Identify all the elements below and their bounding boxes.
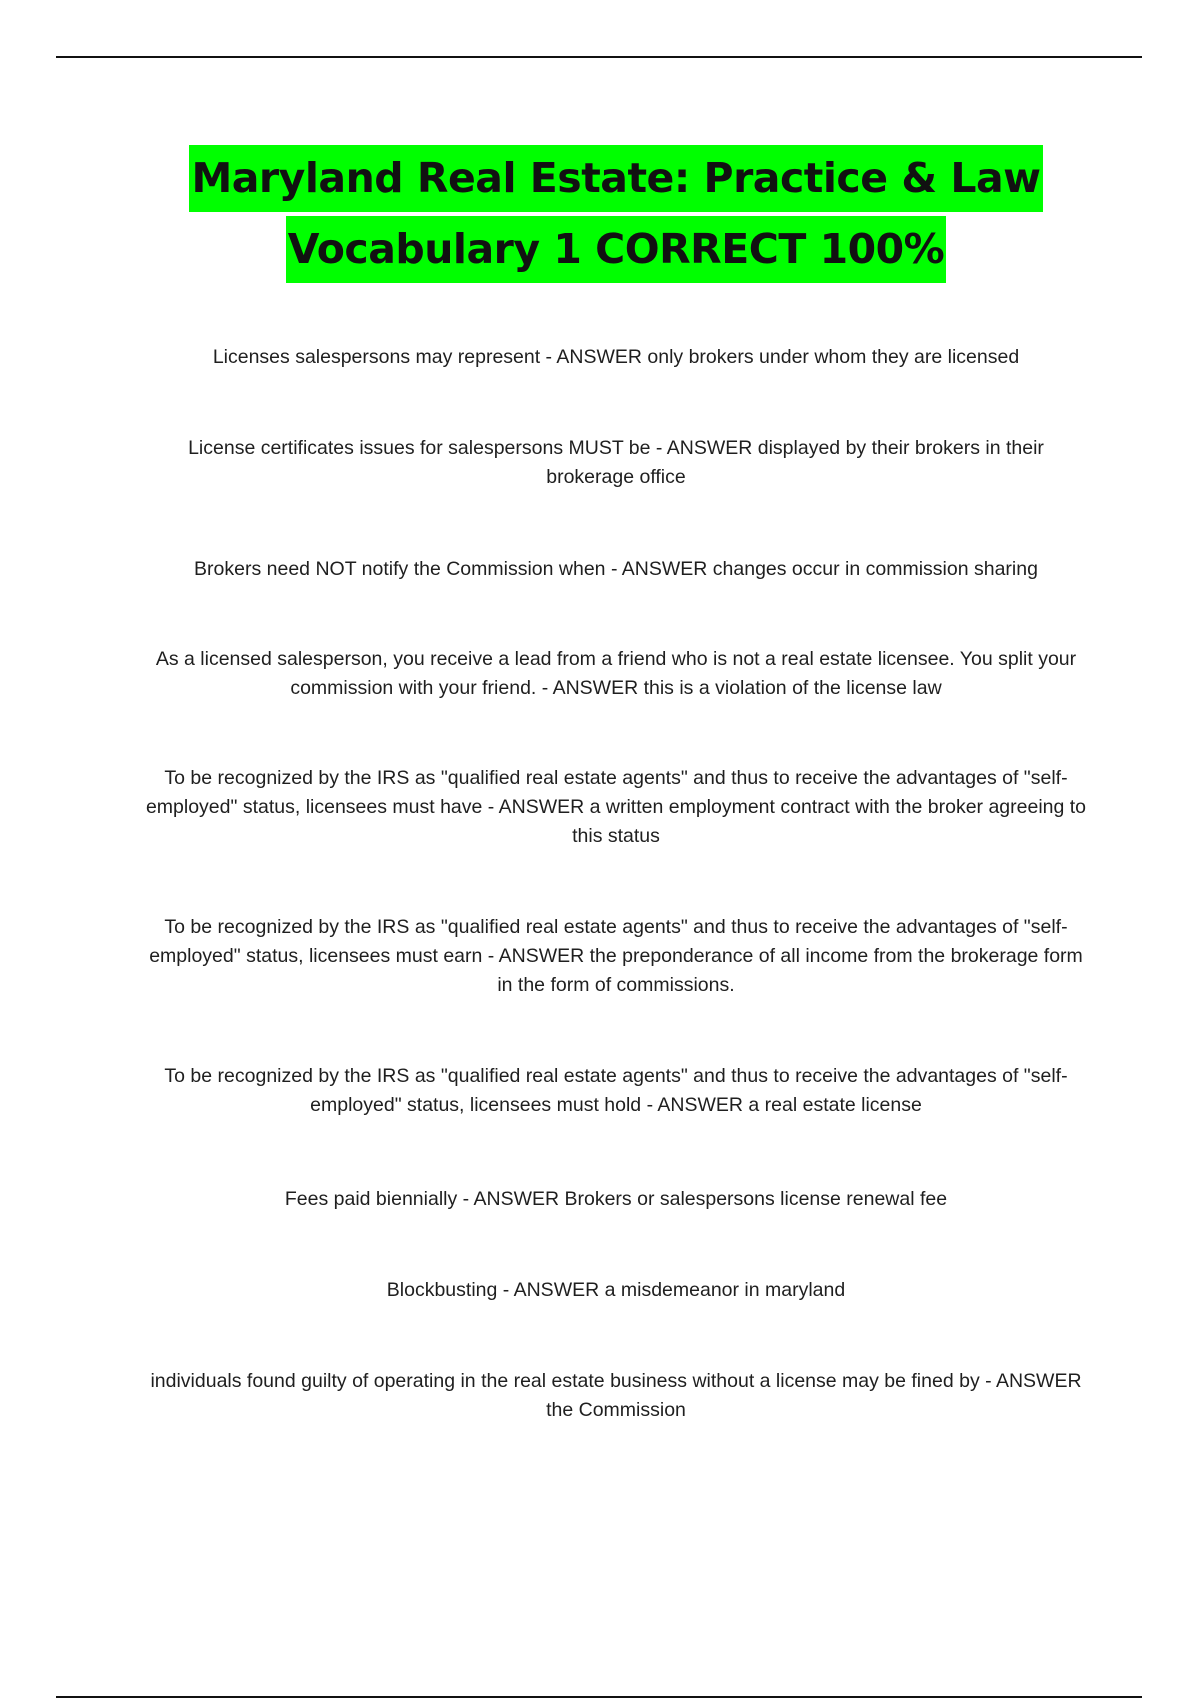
qa-entry: To be recognized by the IRS as "qualified real estate agents" and thus to receive the advantages of "self-employed" status, licensees must earn - ANSWER the preponderance of all income from the brokerage form in the form of commissions.: [149, 916, 1083, 996]
bottom-rule: [56, 1696, 1142, 1698]
top-rule: [56, 56, 1142, 58]
title-line-2: Vocabulary 1 CORRECT 100%: [286, 216, 947, 283]
qa-entry: To be recognized by the IRS as "qualified real estate agents" and thus to receive the advantages of "self-employed" status, licensees must hold - ANSWER a real estate license: [164, 1065, 1068, 1116]
qa-entry: As a licensed salesperson, you receive a lead from a friend who is not a real estate licensee. You split your commission with your friend. - ANSWER this is a violation of the license law: [155, 648, 1077, 699]
qa-entry: Brokers need NOT notify the Commission when - ANSWER changes occur in commission sharing: [194, 558, 1038, 580]
qa-entry: individuals found guilty of operating in the real estate business without a license may be fined by - ANSWER the Commission: [150, 1370, 1082, 1421]
qa-entry: License certificates issues for salespersons MUST be - ANSWER displayed by their brokers in their brokerage office: [188, 437, 1044, 488]
document-title: [0, 145, 1200, 283]
title-line-1: Maryland Real Estate: Practice & Law: [189, 145, 1042, 212]
qa-entry: Blockbusting - ANSWER a misdemeanor in maryland: [386, 1279, 846, 1301]
qa-entry: To be recognized by the IRS as "qualified real estate agents" and thus to receive the advantages of "self-employed" status, licensees must have - ANSWER a written employment contract with the broker agreeing to this status: [145, 767, 1087, 847]
qa-entry: Fees paid biennially - ANSWER Brokers or salespersons license renewal fee: [284, 1188, 948, 1210]
qa-entry: Licenses salespersons may represent - ANSWER only brokers under whom they are licensed: [212, 346, 1020, 368]
